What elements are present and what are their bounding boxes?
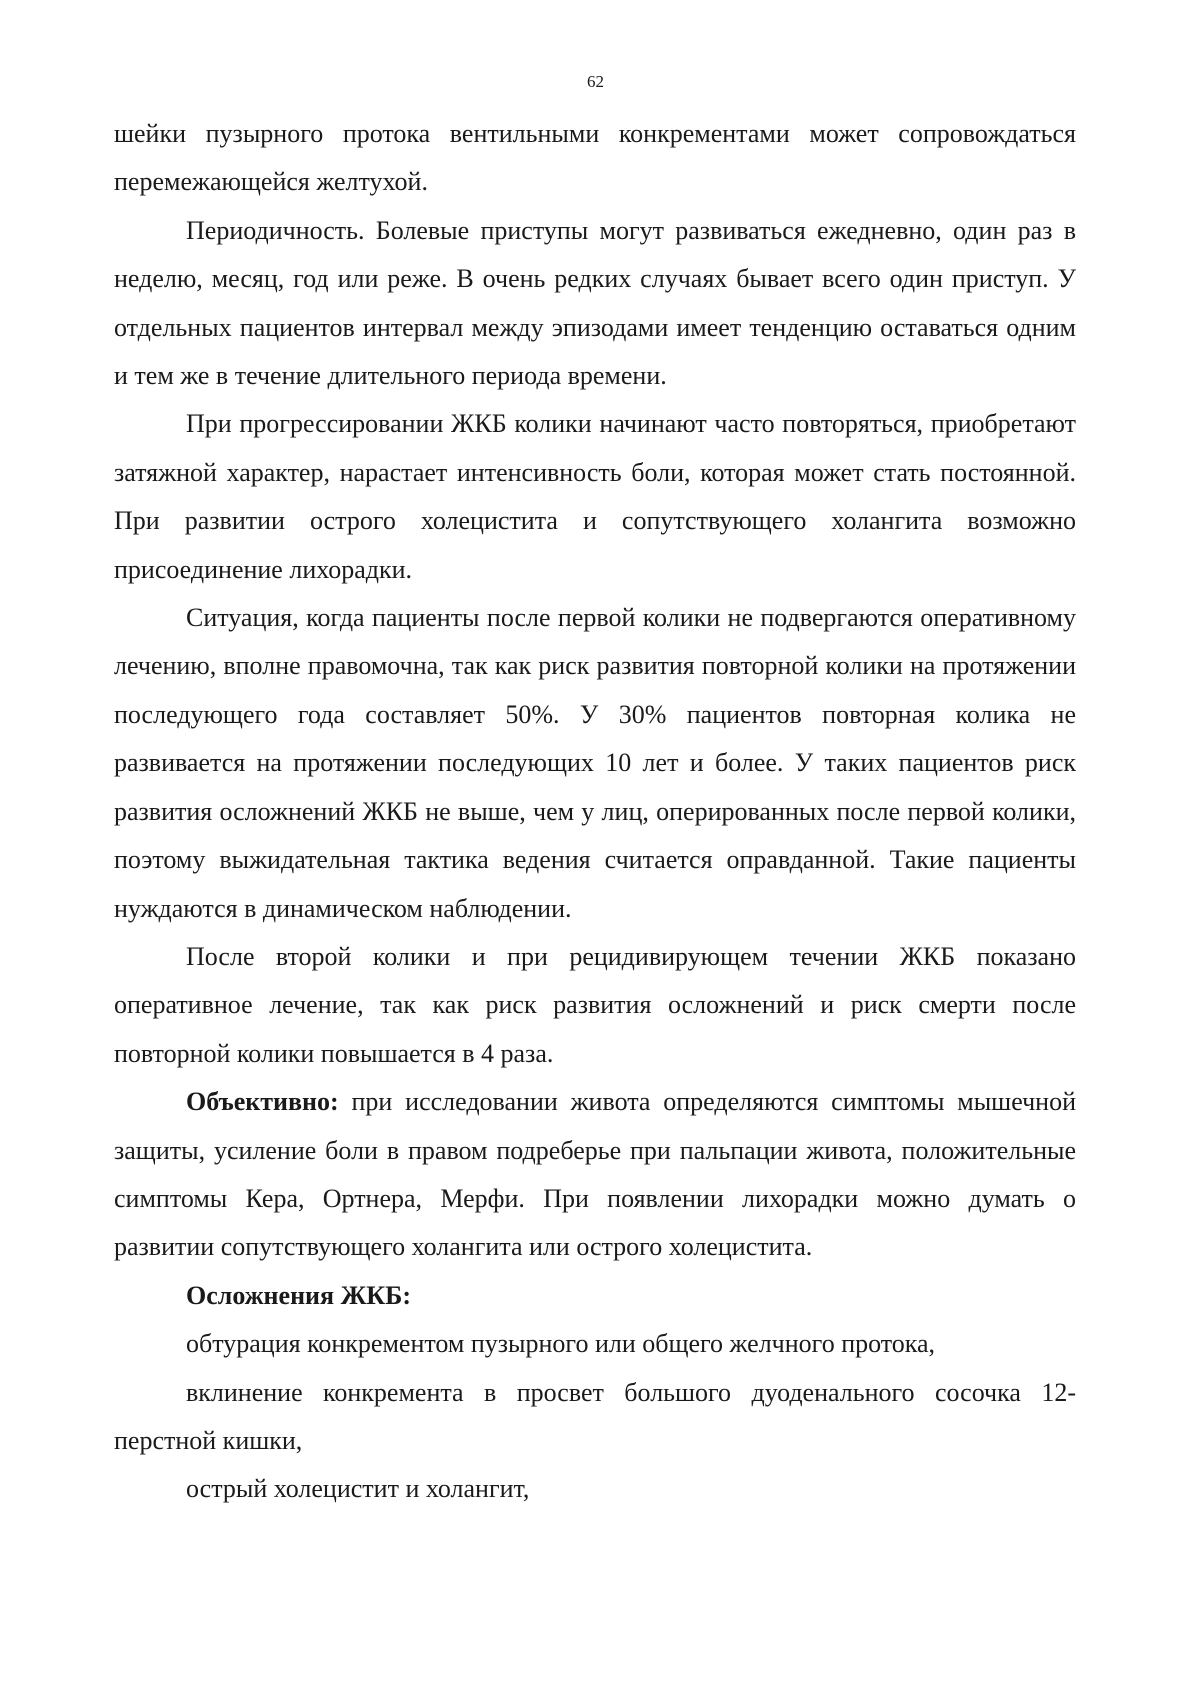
paragraph-objective [114,1078,1076,1272]
paragraph-second-colic: После второй колики и при рецидивирующем течении ЖКБ показано оперативное лечение, так как риск развития осложнений и риск смерти после повторной колики повышается в 4 раза. [114,941,1076,1068]
paragraph-progression: При прогрессировании ЖКБ колики начинают часто повторяться, приобретают затяжной характер, нарастает интенсивность боли, которая может стать постоянной. При развитии острого холецистита и сопутствующего холангита возможно присоединение лихорадки. [114,409,1076,584]
complication-item: вклинение конкремента в просвет большого дуоденального сосочка 12-перстной кишки, [114,1377,1076,1455]
page-content [114,110,1076,1514]
complication-item: острый холецистит и холангит, [186,1474,530,1504]
paragraph-first-colic: Ситуация, когда пациенты после первой колики не подвергаются оперативному лечению, вполне правомочна, так как риск развития повторной колики на протяжении последующего года составляет 50%. У 30% пациентов повторная колика не развивается на протяжении последующих 10 лет и более. У таких пациентов риск развития осложнений ЖКБ не выше, чем у лиц, оперированных после первой колики, поэтому выжидательная тактика ведения считается оправданной. Такие пациенты нуждаются в динамическом наблюдении. [114,603,1076,923]
complication-item: обтурация конкрементом пузырного или общего желчного протока, [186,1329,936,1359]
objective-label: Объективно: [186,1087,339,1117]
paragraph-periodicity: Периодичность. Болевые приступы могут развиваться ежедневно, один раз в неделю, месяц, год или реже. В очень редких случаях бывает всего один приступ. У отдельных пациентов интервал между эпизодами имеет тенденцию оставаться одним и тем же в течение длительного периода времени. [114,215,1076,391]
paragraph-continuation: шейки пузырного протока вентильными конкрементами может сопровождаться перемежающейся желтухой. [114,119,1076,197]
complications-heading: Осложнения ЖКБ: [186,1280,412,1310]
page-number: 62 [587,72,604,91]
objective-text: при исследовании живота определяются симптомы мышечной защиты, усиление боли в правом подреберье при пальпации живота, положительные симптомы Кера, Ортнера, Мерфи. При появлении лихорадки можно думать о развитии сопутствующего холангита или острого холецистита. [114,1087,1076,1262]
